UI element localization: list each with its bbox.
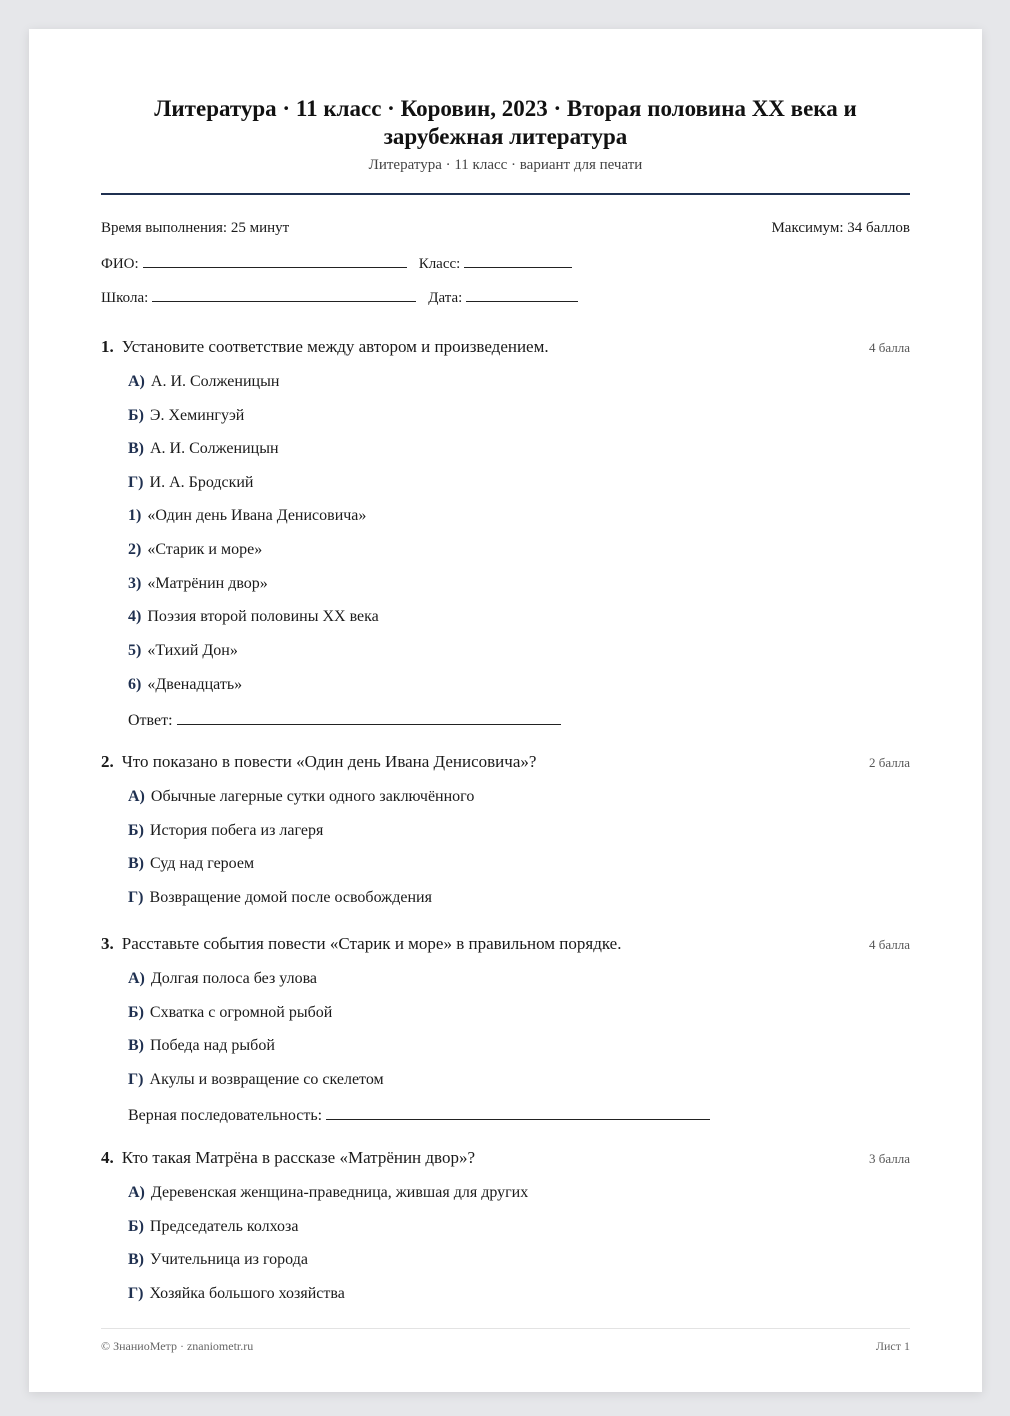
school-label: Школа: — [101, 290, 149, 306]
option-text: «Двенадцать» — [147, 676, 243, 693]
option-text: «Старик и море» — [147, 541, 263, 558]
footer-divider — [101, 1328, 910, 1329]
option-text: Обычные лагерные сутки одного заключённого — [150, 788, 475, 805]
school-field[interactable] — [152, 287, 416, 302]
option-label: Б) — [128, 1004, 144, 1021]
option-text: Победа над рыбой — [150, 1037, 275, 1054]
page-subtitle: Литература · 11 класс · вариант для печати — [368, 157, 643, 173]
option-item — [128, 541, 262, 559]
question-number: 1. — [101, 337, 114, 356]
option-text: Э. Хемингуэй — [149, 407, 245, 424]
option-text: А. И. Солженицын — [150, 440, 279, 457]
footer-sheet-number: Лист 1 — [875, 1339, 910, 1353]
question-4 — [101, 1148, 910, 1302]
answer-field[interactable] — [326, 1105, 710, 1120]
class-field[interactable] — [464, 253, 572, 268]
option-text: Председатель колхоза — [149, 1218, 299, 1235]
option-item — [128, 855, 254, 873]
answer-field[interactable] — [177, 710, 561, 725]
question-3 — [101, 934, 910, 1124]
option-label: А) — [128, 788, 145, 805]
question-text: Что показано в повести «Один день Ивана Денисовича»? — [121, 752, 537, 771]
header-divider — [101, 193, 910, 195]
option-item — [128, 575, 268, 593]
fio-class-row — [101, 253, 572, 273]
option-label: Б) — [128, 822, 144, 839]
option-text: История побега из лагеря — [149, 822, 324, 839]
answer-label: Ответ: — [128, 712, 173, 729]
max-score: Максимум: 34 баллов — [771, 220, 910, 236]
time-limit: Время выполнения: 25 минут — [101, 220, 290, 236]
option-label: Г) — [128, 1285, 144, 1302]
question-2 — [101, 752, 910, 906]
option-item — [128, 1285, 345, 1303]
question-points: 4 балла — [869, 937, 910, 952]
option-label: Г) — [128, 889, 144, 906]
date-field[interactable] — [466, 287, 578, 302]
option-text: Поэзия второй половины XX века — [147, 608, 379, 625]
option-text: Возвращение домой после освобождения — [149, 889, 432, 906]
option-label: 6) — [128, 676, 142, 693]
option-label: Б) — [128, 407, 144, 424]
option-label: А) — [128, 373, 145, 390]
option-item — [128, 407, 244, 425]
question-header — [101, 1148, 910, 1168]
option-item — [128, 373, 279, 391]
date-label: Дата: — [428, 290, 463, 306]
option-text: Акулы и возвращение со скелетом — [149, 1071, 384, 1088]
answer-row — [128, 710, 561, 730]
option-text: «Тихий Дон» — [147, 642, 238, 659]
page-footer — [101, 1339, 910, 1354]
option-item — [128, 1218, 298, 1236]
option-label: В) — [128, 855, 144, 872]
question-text: Кто такая Матрёна в рассказе «Матрёнин двор»? — [121, 1148, 476, 1167]
option-text: И. А. Бродский — [149, 474, 254, 491]
option-item — [128, 1184, 528, 1202]
option-text: Хозяйка большого хозяйства — [149, 1285, 345, 1302]
question-points: 4 балла — [869, 340, 910, 355]
option-item — [128, 507, 366, 525]
fio-field[interactable] — [143, 253, 407, 268]
option-label: 1) — [128, 507, 142, 524]
option-item — [128, 822, 323, 840]
option-label: 5) — [128, 642, 142, 659]
fio-label: ФИО: — [101, 256, 139, 272]
option-item — [128, 440, 279, 458]
question-number: 4. — [101, 1148, 114, 1167]
footer-copyright: © ЗнаниоМетр · znaniometr.ru — [101, 1339, 254, 1353]
option-text: Деревенская женщина-праведница, жившая для других — [150, 1184, 529, 1201]
option-label: 4) — [128, 608, 142, 625]
question-header — [101, 752, 910, 772]
option-label: В) — [128, 1037, 144, 1054]
option-text: Учительница из города — [150, 1251, 308, 1268]
option-text: «Один день Ивана Денисовича» — [147, 507, 367, 524]
question-text: Расставьте события повести «Старик и море» в правильном порядке. — [121, 934, 622, 953]
answer-label: Верная последовательность: — [128, 1107, 323, 1124]
option-text: Схватка с огромной рыбой — [149, 1004, 333, 1021]
option-item — [128, 474, 254, 492]
option-text: Суд над героем — [150, 855, 255, 872]
option-label: Г) — [128, 1071, 144, 1088]
option-label: В) — [128, 1251, 144, 1268]
page-title: Литература · 11 класс · Коровин, 2023 · Вторая половина XX века и зарубежная литература — [154, 96, 857, 149]
option-label: Г) — [128, 474, 144, 491]
option-label: В) — [128, 440, 144, 457]
option-text: «Матрёнин двор» — [147, 575, 268, 592]
option-item — [128, 642, 238, 660]
answer-row — [128, 1105, 710, 1125]
question-points: 2 балла — [869, 755, 910, 770]
option-item — [128, 1037, 275, 1055]
question-number: 3. — [101, 934, 114, 953]
question-header — [101, 337, 910, 357]
question-header — [101, 934, 910, 954]
worksheet-page — [29, 29, 982, 1392]
option-item — [128, 1251, 308, 1269]
question-1 — [101, 337, 910, 729]
option-item — [128, 1004, 332, 1022]
option-item — [128, 676, 242, 694]
page-content — [101, 29, 910, 1392]
option-label: Б) — [128, 1218, 144, 1235]
school-date-row — [101, 287, 578, 307]
option-label: 2) — [128, 541, 142, 558]
option-text: А. И. Солженицын — [150, 373, 280, 390]
option-label: А) — [128, 1184, 145, 1201]
question-points: 3 балла — [869, 1151, 910, 1166]
question-number: 2. — [101, 752, 114, 771]
option-item — [128, 889, 432, 907]
option-label: А) — [128, 970, 145, 987]
option-text: Долгая полоса без улова — [150, 970, 318, 987]
option-item — [128, 970, 317, 988]
option-item — [128, 1071, 384, 1089]
option-label: 3) — [128, 575, 142, 592]
class-label: Класс: — [418, 256, 461, 272]
question-text: Установите соответствие между автором и произведением. — [121, 337, 549, 356]
option-item — [128, 608, 379, 626]
meta-row — [101, 220, 910, 237]
option-item — [128, 788, 474, 806]
